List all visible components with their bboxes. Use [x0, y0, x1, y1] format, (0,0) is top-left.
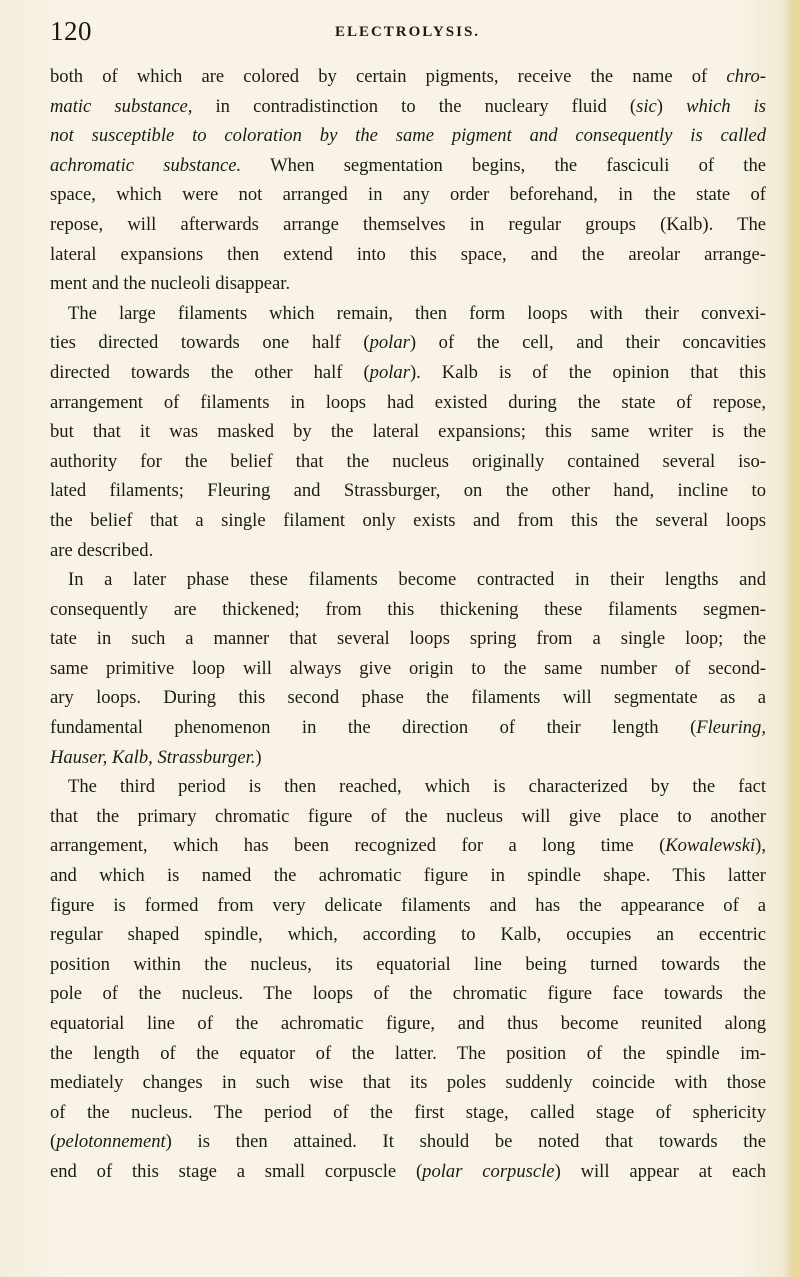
- text-line: [50, 624, 766, 654]
- text-segment: in contradistinction to the nucleary fluid (: [192, 95, 637, 117]
- italic-text: matic substance,: [50, 95, 193, 117]
- italic-text: Kowalewski: [665, 835, 756, 857]
- text-segment: repose, will afterwards arrange themselves in regular groups (Kalb). The: [50, 213, 766, 235]
- text-segment: arrangement, which has been recognized for a long time (: [50, 835, 666, 857]
- text-segment: ) of the cell, and their concavities: [409, 332, 766, 354]
- text-line: [50, 1009, 766, 1039]
- text-segment: and which is named the achromatic figure in spindle shape. This latter: [50, 865, 766, 887]
- text-segment: fundamental phenomenon in the direction of their length (: [50, 717, 697, 739]
- text-line: [50, 417, 766, 447]
- page-edge-shading: [782, 0, 800, 1277]
- text-segment: In a later phase these filaments become contracted in their lengths and: [68, 569, 766, 591]
- text-line: [50, 1039, 766, 1069]
- text-segment: ties directed towards one half (: [50, 332, 370, 354]
- text-line: [50, 654, 766, 684]
- text-line: [50, 920, 766, 950]
- text-line: [50, 1127, 766, 1157]
- italic-text: sic: [636, 95, 657, 117]
- text-line: [50, 92, 766, 122]
- running-title: ELECTROLYSIS.: [334, 24, 481, 40]
- text-segment: of the nucleus. The period of the first stage, called stage of sphericity: [50, 1101, 766, 1123]
- text-line: [50, 299, 766, 329]
- text-line: [50, 151, 766, 181]
- page-header: [50, 16, 765, 50]
- italic-text: polar corpuscle: [422, 1160, 555, 1182]
- text-line: [50, 476, 766, 506]
- text-segment: the length of the equator of the latter. The position of the spindle im-: [50, 1042, 766, 1064]
- text-line: [50, 979, 766, 1009]
- text-segment: ): [255, 746, 262, 768]
- text-line: [50, 62, 766, 92]
- text-segment: lateral expansions then extend into this space, and the areolar arrange-: [50, 243, 766, 265]
- italic-text: polar: [369, 361, 410, 383]
- text-line: [50, 1068, 766, 1098]
- text-segment: lated filaments; Fleuring and Strassburger, on the other hand, incline to: [50, 480, 766, 502]
- text-line: [50, 861, 766, 891]
- text-segment: pole of the nucleus. The loops of the chromatic figure face towards the: [50, 983, 766, 1005]
- italic-text: Hauser, Kalb, Strassburger.: [50, 746, 256, 768]
- text-segment: ) will appear at each: [554, 1160, 766, 1182]
- text-segment: arrangement of filaments in loops had existed during the state of repose,: [50, 391, 766, 413]
- text-line: [50, 743, 766, 773]
- text-segment: ). Kalb is of the opinion that this: [409, 361, 766, 383]
- text-segment: (: [50, 1131, 57, 1153]
- italic-text: which is: [686, 95, 767, 117]
- text-segment: ): [656, 95, 687, 117]
- text-line: [50, 595, 766, 625]
- text-segment: end of this stage a small corpuscle (: [50, 1160, 423, 1182]
- text-line: [50, 447, 766, 477]
- text-segment: both of which are colored by certain pigments, receive the name of: [50, 66, 727, 87]
- text-line: [50, 269, 766, 299]
- text-line: [50, 891, 766, 921]
- page-number: 120: [50, 16, 92, 46]
- text-line: [50, 240, 766, 270]
- text-line: [50, 772, 766, 802]
- text-segment: tate in such a manner that several loops spring from a single loop; the: [50, 628, 766, 650]
- text-segment: ),: [755, 835, 766, 857]
- text-segment: mediately changes in such wise that its poles suddenly coincide with those: [50, 1072, 766, 1094]
- italic-text: polar: [369, 332, 410, 354]
- text-segment: When segmentation begins, the fasciculi of the: [241, 154, 766, 176]
- text-segment: position within the nucleus, its equatorial line being turned towards the: [50, 953, 766, 975]
- text-segment: directed towards the other half (: [50, 361, 370, 383]
- text-segment: are described.: [50, 539, 154, 561]
- text-segment: the belief that a single filament only exists and from this the several loops: [50, 509, 766, 531]
- text-line: [50, 506, 766, 536]
- text-line: [50, 831, 766, 861]
- text-segment: space, which were not arranged in any order beforehand, in the state of: [50, 184, 766, 206]
- text-line: [50, 802, 766, 832]
- italic-text: not susceptible to coloration by the same pigment and consequently is called: [50, 125, 766, 147]
- text-segment: ary loops. During this second phase the filaments will segmentate as a: [50, 687, 766, 709]
- text-line: [50, 210, 766, 240]
- text-line: [50, 1157, 766, 1187]
- text-line: [50, 358, 766, 388]
- text-line: [50, 180, 766, 210]
- italic-text: chro-: [726, 66, 766, 87]
- text-segment: ) is then attained. It should be noted that towards the: [165, 1131, 766, 1153]
- text-segment: that the primary chromatic figure of the nucleus will give place to another: [50, 805, 766, 827]
- text-segment: authority for the belief that the nucleus originally contained several iso-: [50, 450, 766, 472]
- text-segment: The third period is then reached, which is characterized by the fact: [68, 776, 766, 798]
- text-line: [50, 121, 766, 151]
- text-segment: figure is formed from very delicate filaments and has the appearance of a: [50, 894, 766, 916]
- text-segment: The large filaments which remain, then form loops with their convexi-: [68, 302, 766, 324]
- text-segment: regular shaped spindle, which, according to Kalb, occupies an eccentric: [50, 924, 766, 946]
- text-segment: equatorial line of the achromatic figure, and thus become reunited along: [50, 1013, 766, 1034]
- italic-text: achromatic substance.: [50, 154, 242, 176]
- text-line: [50, 683, 766, 713]
- text-line: [50, 328, 766, 358]
- text-segment: but that it was masked by the lateral expansions; this same writer is the: [50, 421, 766, 443]
- text-line: [50, 1098, 766, 1128]
- text-line: [50, 950, 766, 980]
- text-line: [50, 388, 766, 418]
- text-segment: same primitive loop will always give origin to the same number of second-: [50, 657, 766, 679]
- body-text: [50, 62, 766, 1187]
- text-line: [50, 713, 766, 743]
- text-segment: consequently are thickened; from this thickening these filaments segmen-: [50, 598, 766, 620]
- text-line: [50, 565, 766, 595]
- text-segment: ment and the nucleoli disappear.: [50, 273, 291, 295]
- text-line: [50, 536, 766, 566]
- italic-text: pelotonnement: [56, 1131, 166, 1153]
- italic-text: Fleuring,: [696, 717, 766, 739]
